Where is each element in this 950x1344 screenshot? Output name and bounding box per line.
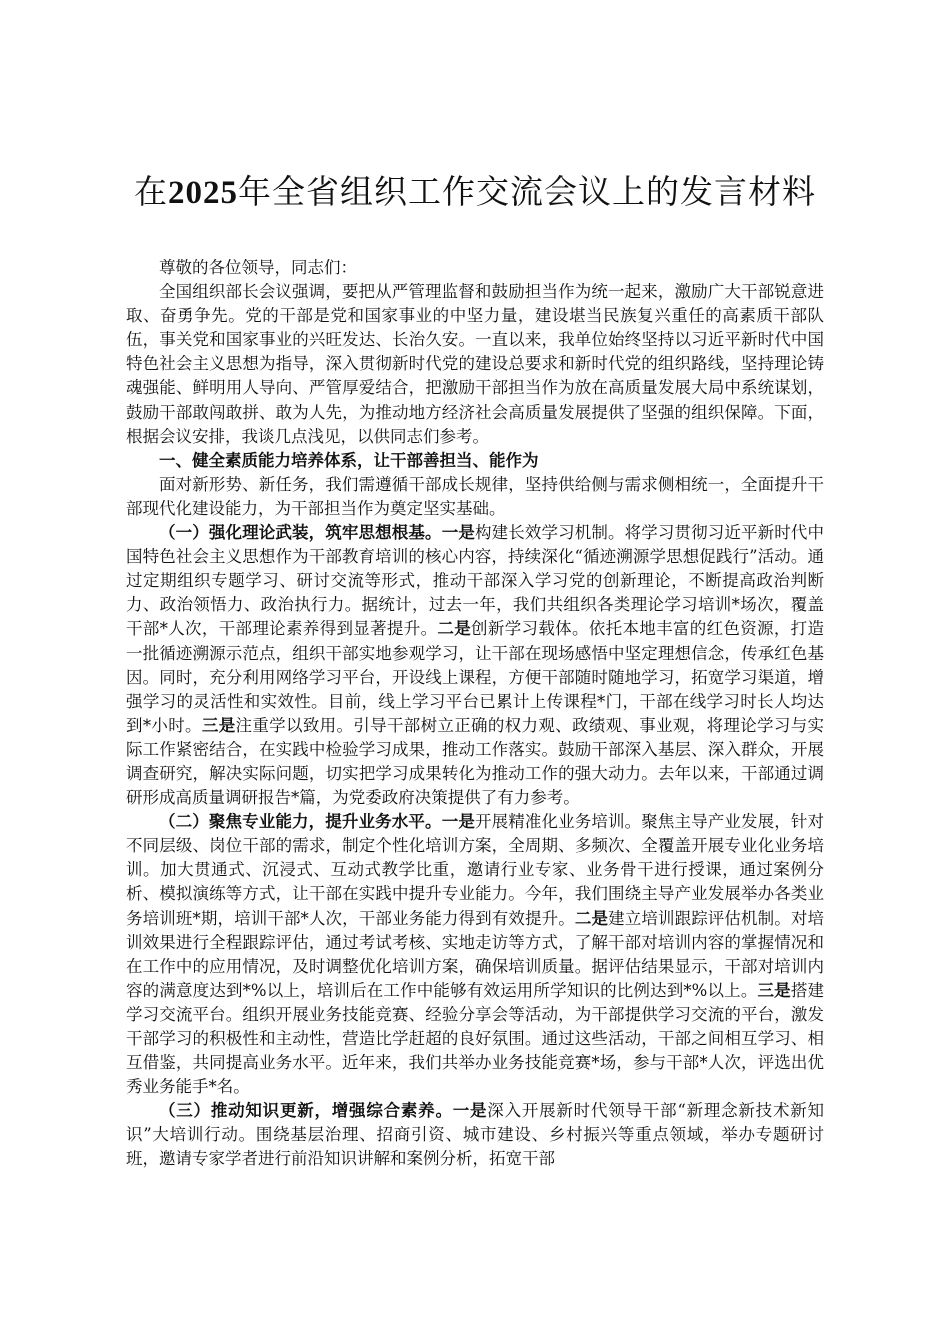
keyword-first: 一是	[441, 523, 475, 543]
title-prefix: 在	[134, 172, 168, 211]
subsection-heading-2: （二）聚焦专业能力，提升业务水平。	[159, 812, 442, 832]
title-year: 2025	[168, 175, 238, 211]
subsection-heading-1: （一）强化理论武装，筑牢思想根基。	[159, 523, 442, 543]
keyword-second: 二是	[437, 619, 472, 639]
paragraph-text: 注重学以致用。引导干部树立正确的权力观、政绩观、事业观，将理论学习与实际工作紧密结合，在实践中检验学习成果，推动工作落实。鼓励干部深入基层、深入群众，开展调查研究，解决实际问题，切实把学习成果转化为推动工作的强大动力。去年以来，干部通过调研形成高质量调研报告*篇，为党委政府决策提供了有力参考。	[126, 715, 825, 808]
paragraph-text: 搭建学习交流平台。组织开展业务技能竞赛、经验分享会等活动，为干部提供学习交流的平台，激发干部学习的积极性和主动性，营造比学赶超的良好氛围。通过这些活动，干部之间相互学习、相互借鉴，共同提高业务水平。近年来，我们共举办业务技能竞赛*场，参与干部*人次，评选出优秀业务能手*名。	[126, 980, 825, 1097]
subsection-paragraph-2	[126, 810, 824, 1099]
subsection-heading-3: （三）推动知识更新，增强综合素养。	[159, 1101, 453, 1121]
subsection-paragraph-3	[126, 1099, 824, 1171]
paragraph-text: 深入开展新时代领导干部“新理念新技术新知识”大培训行动。围绕基层治理、招商引资、城市建设、乡村振兴等重点领域，举办专题研讨班，邀请专家学者进行前沿知识讲解和案例分析，拓宽干部	[126, 1101, 825, 1169]
section-heading-1: 一、健全素质能力培养体系，让干部善担当、能作为	[159, 450, 539, 470]
keyword-first: 一是	[441, 812, 475, 832]
keyword-first: 一是	[452, 1101, 488, 1121]
keyword-second: 二是	[574, 908, 609, 928]
paragraph-text: 构建长效学习机制。将学习贯彻习近平新时代中国特色社会主义思想作为干部教育培训的核心内容，持续深化“循迹溯源学思想促践行”活动。通过定期组织专题学习、研讨交流等形式，推动干部深入学习党的创新理论，不断提高政治判断力、政治领悟力、政治执行力。据统计，过去一年，我们共组织各类理论学习培训*场次，覆盖干部*人次，干部理论素养得到显著提升。	[126, 523, 825, 639]
paragraph-text: 创新学习载体。依托本地丰富的红色资源，打造一批循迹溯源示范点，组织干部实地参观学习，让干部在现场感悟中坚定理想信念，传承红色基因。同时，充分利用网络学习平台，开设线上课程，方便干部随时随地学习，拓宽学习渠道，增强学习的灵活性和实效性。目前，线上学习平台已累计上传课程*门，干部在线学习时长人均达到*小时。	[126, 619, 825, 735]
intro-paragraph: 全国组织部长会议强调，要把从严管理监督和鼓励担当作为统一起来，激励广大干部锐意进取、奋勇争先。党的干部是党和国家事业的中坚力量，建设堪当民族复兴重任的高素质干部队伍，事关党和国家事业的兴旺发达、长治久安。一直以来，我单位始终坚持以习近平新时代中国特色社会主义思想为指导，深入贯彻新时代党的建设总要求和新时代党的组织路线，坚持理论铸魂强能、鲜明用人导向、严管厚爱结合，把激励干部担当作为放在高质量发展大局中系统谋划，鼓励干部敢闯敢拼、敢为人先，为推动地方经济社会高质量发展提供了坚强的组织保障。下面，根据会议安排，我谈几点浅见，以供同志们参考。	[126, 282, 824, 446]
subsection-paragraph-1	[126, 521, 824, 810]
paragraph-text: 建立培训跟踪评估机制。对培训效果进行全程跟踪评估，通过考试考核、实地走访等方式，了解干部对培训内容的掌握情况和在工作中的应用情况，及时调整优化培训方案，确保培训质量。据评估结果显示，干部对培训内容的满意度达到*%以上，培训后在工作中能够有效运用所学知识的比例达到*%以上。	[126, 908, 825, 1000]
title-suffix: 年全省组织工作交流会议上的发言材料	[238, 172, 816, 211]
keyword-third: 三是	[757, 980, 791, 1000]
document-title	[128, 170, 822, 215]
salutation: 尊敬的各位领导，同志们：	[159, 258, 357, 277]
section-lead-paragraph: 面对新形势、新任务，我们需遵循干部成长规律，坚持供给侧与需求侧相统一，全面提升干部现代化建设能力，为干部担当作为奠定坚实基础。	[126, 474, 824, 518]
paragraph-text: 开展精准化业务培训。聚焦主导产业发展，针对不同层级、岗位干部的需求，制定个性化培训方案，全周期、多频次、全覆盖开展专业化业务培训。加大贯通式、沉浸式、互动式教学比重，邀请行业专家、业务骨干进行授课，通过案例分析、模拟演练等方式，让干部在实践中提升专业能力。今年，我们围绕主导产业发展举办各类业务培训班*期，培训干部*人次，干部业务能力得到有效提升。	[126, 812, 825, 928]
keyword-third: 三是	[201, 715, 236, 735]
document-body	[126, 256, 824, 1172]
